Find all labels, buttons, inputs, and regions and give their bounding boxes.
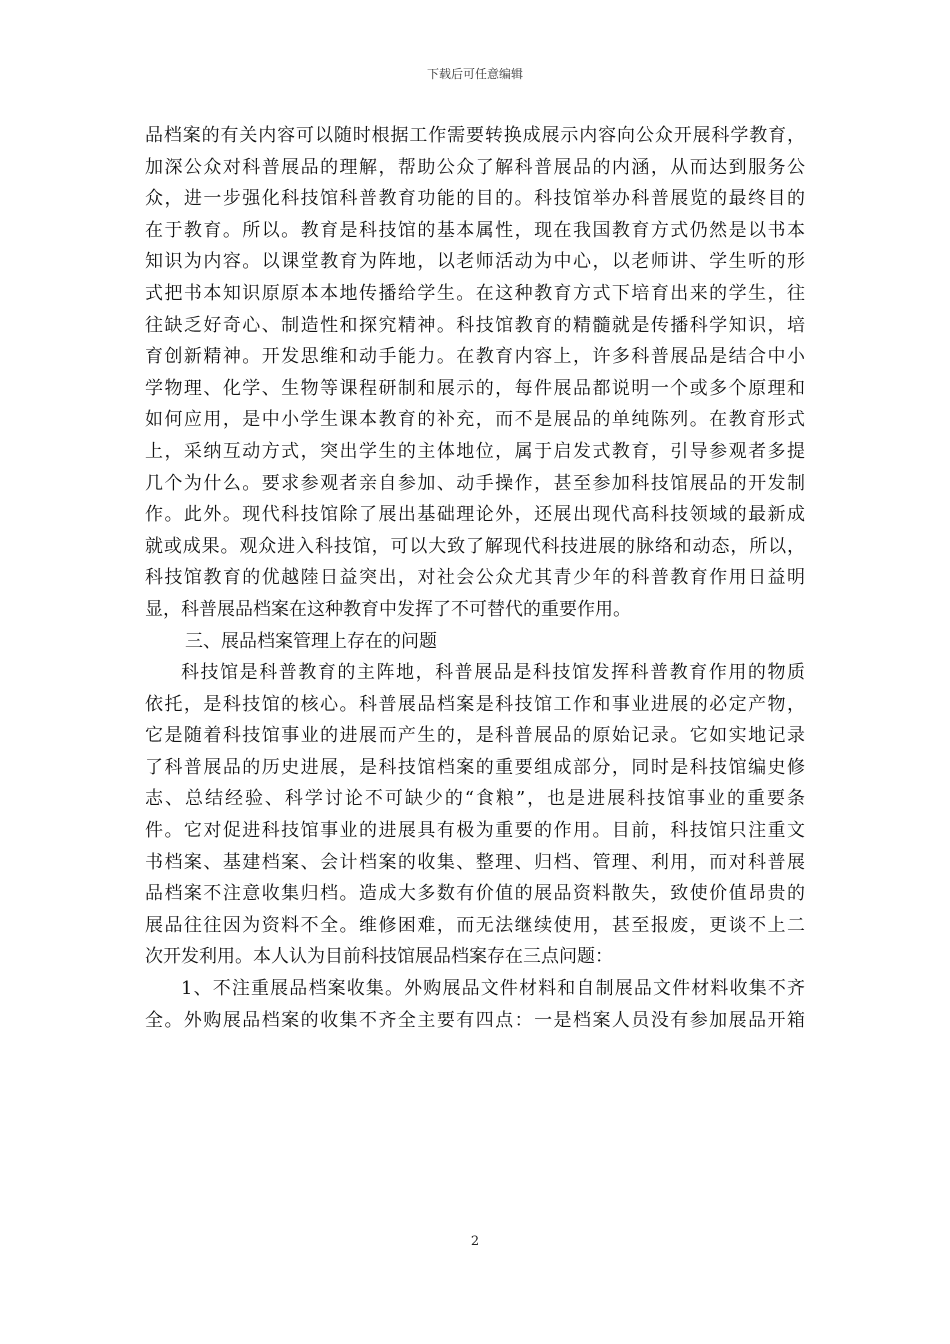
paragraph: [145, 657, 805, 973]
text-line: 科技馆教育的优越陸日益突出，对社会公众尤其青少年的科普教育作用日益明: [145, 567, 805, 589]
section-heading: 三、展品档案管理上存在的问题: [185, 630, 437, 652]
text-line: 式把书本知识原原本本地传播给学生。在这种教育方式下培育出来的学生，往: [145, 282, 805, 304]
text-line: 展品往往因为资料不全。维修困难，而无法继续使用，甚至报废，更谈不上二: [145, 914, 805, 936]
text-line: 显，科普展品档案在这种教育中发挥了不可替代的重要作用。: [145, 598, 631, 620]
text-line: 它是随着科技馆事业的进展而产生的，是科普展品的原始记录。它如实地记录: [145, 725, 805, 747]
text-line: 就或成果。观众进入科技馆，可以大致了解现代科技进展的脉络和动态，所以，: [145, 535, 805, 557]
text-line: 书档案、基建档案、会计档案的收集、整理、归档、管理、利用，而对科普展: [145, 851, 805, 873]
text-line: 往缺乏好奇心、制造性和探究精神。科技馆教育的精髓就是传播科学知识，培: [145, 314, 805, 336]
text-line: 次开发利用。本人认为目前科技馆展品档案存在三点问题：: [145, 946, 613, 968]
text-line: 上，采纳互动方式，突出学生的主体地位，属于启发式教育，引导参观者多提: [145, 440, 805, 462]
text-line: 几个为什么。要求参观者亲自参加、动手操作，甚至参加科技馆展品的开发制: [145, 472, 805, 494]
text-line: 如何应用，是中小学生课本教育的补充，而不是展品的单纯陈列。在教育形式: [145, 409, 805, 431]
text-line: 众，进一步强化科技馆科普教育功能的目的。科技馆举办科普展览的最终目的: [145, 188, 805, 210]
text-line: 育创新精神。开发思维和动手能力。在教育内容上，许多科普展品是结合中小: [145, 346, 805, 368]
text-line: 1、不注重展品档案收集。外购展品文件材料和自制展品文件材料收集不齐: [181, 978, 805, 1000]
text-line: 科技馆是科普教育的主阵地，科普展品是科技馆发挥科普教育作用的物质: [181, 662, 805, 684]
text-line: 全。外购展品档案的收集不齐全主要有四点：一是档案人员没有参加展品开箱: [145, 1009, 805, 1031]
paragraph: [145, 973, 805, 1036]
text-line: 了科普展品的历史进展，是科技馆档案的重要组成部分，同时是科技馆编史修: [145, 756, 805, 778]
text-line: 在于教育。所以。教育是科技馆的基本属性，现在我国教育方式仍然是以书本: [145, 219, 805, 241]
text-line: 知识为内容。以课堂教育为阵地，以老师活动为中心，以老师讲、学生听的形: [145, 251, 805, 273]
text-line: 作。此外。现代科技馆除了展出基础理论外，还展出现代高科技领域的最新成: [145, 504, 805, 526]
text-line: 依托，是科技馆的核心。科普展品档案是科技馆工作和事业进展的必定产物，: [145, 693, 805, 715]
document-body: [145, 120, 805, 1036]
page-number: 2: [470, 1234, 480, 1249]
text-line: 品档案不注意收集归档。造成大多数有价值的展品资料散失，致使价值昂贵的: [145, 883, 805, 905]
text-line: 加深公众对科普展品的理解，帮助公众了解科普展品的内涵，从而达到服务公: [145, 156, 805, 178]
text-line: 志、总结经验、科学讨论不可缺少的“食粮”，也是进展科技馆事业的重要条: [145, 788, 805, 810]
text-line: 学物理、化学、生物等课程研制和展示的，每件展品都说明一个或多个原理和: [145, 377, 805, 399]
text-line: 品档案的有关内容可以随时根据工作需要转换成展示内容向公众开展科学教育，: [145, 125, 805, 146]
text-line: 件。它对促进科技馆事业的进展具有极为重要的作用。目前，科技馆只注重文: [145, 820, 805, 842]
paragraph: [145, 120, 805, 626]
page-header: 下载后可任意编辑: [426, 67, 523, 81]
